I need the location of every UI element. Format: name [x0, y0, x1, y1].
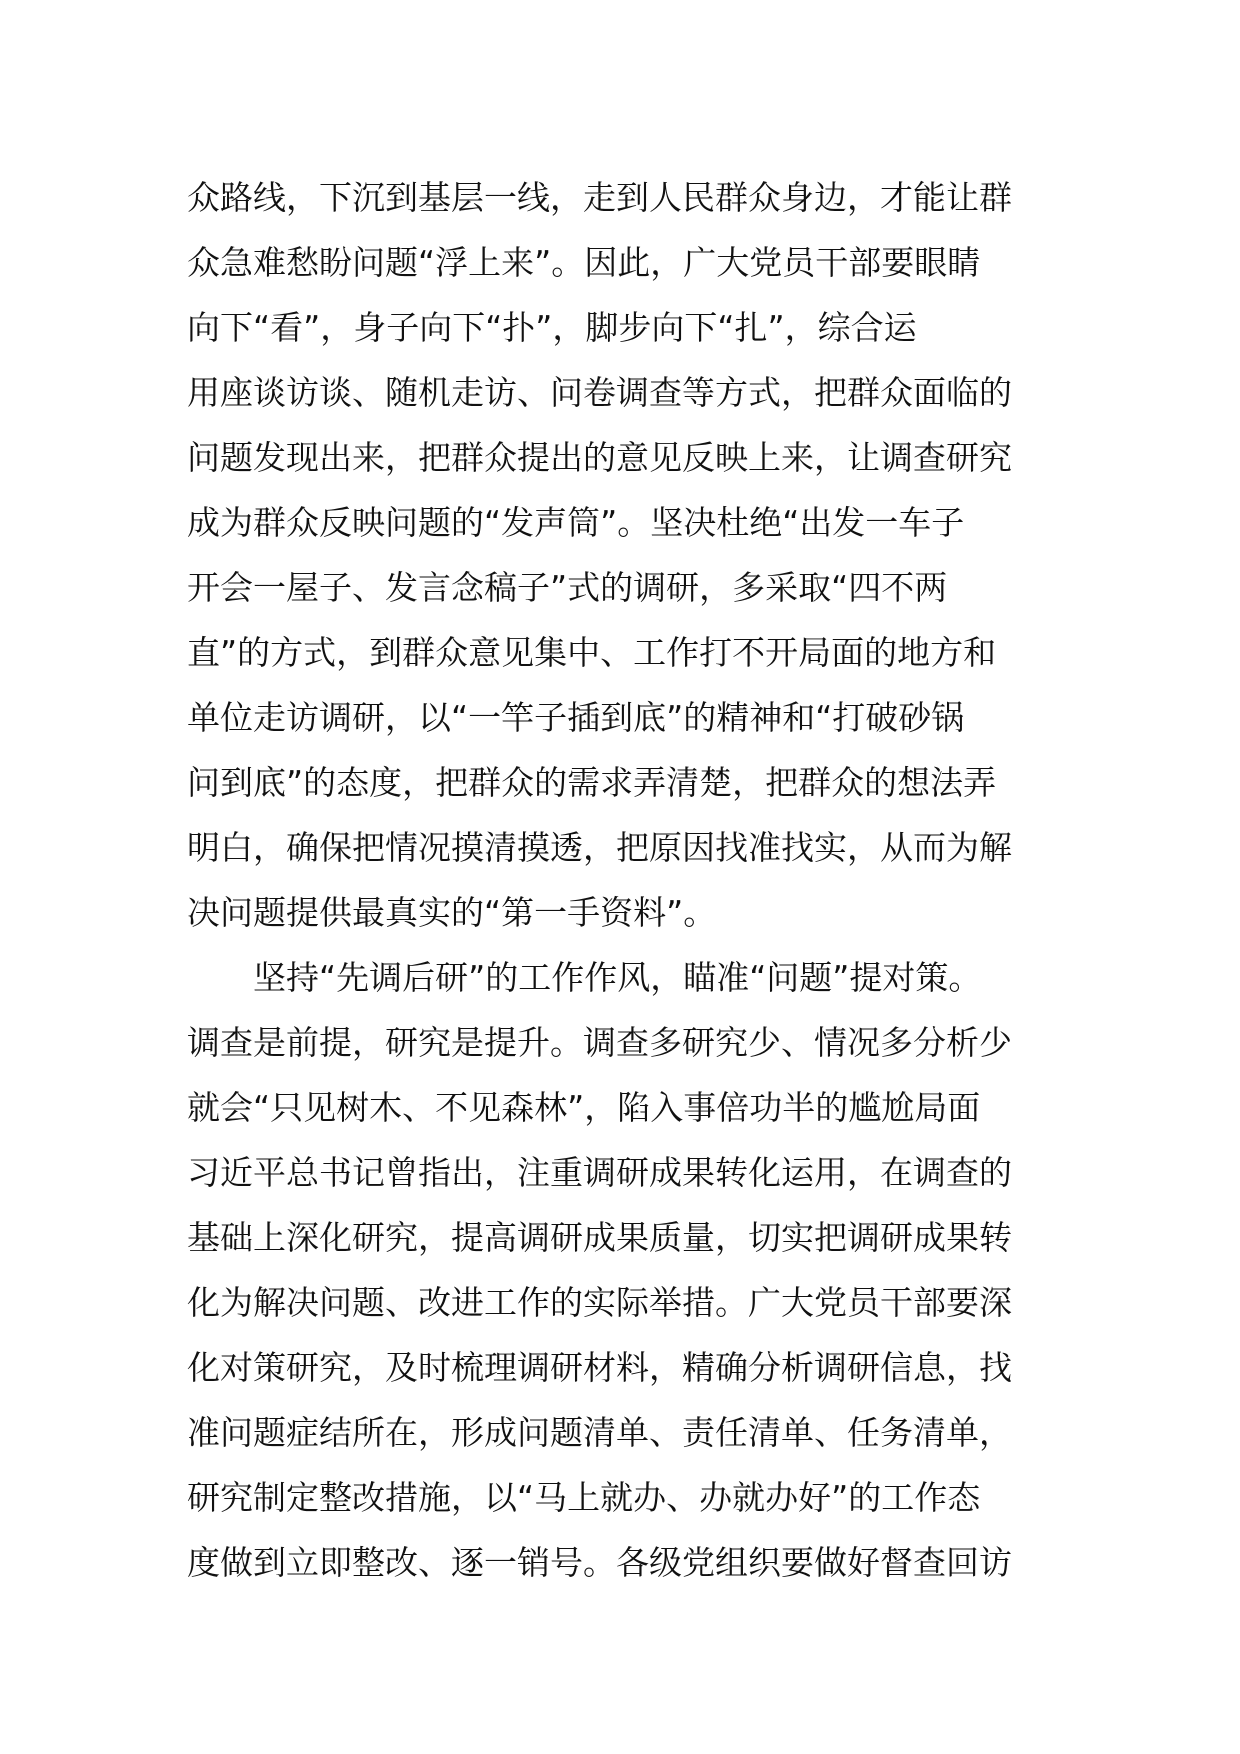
text-line: 明白，确保把情况摸清摸透，把原因找准找实，从而为解 — [187, 828, 1012, 867]
text-line: 化为解决问题、改进工作的实际举措。广大党员干部要深 — [187, 1283, 1012, 1322]
text-line: 众急难愁盼问题“浮上来”。因此，广大党员干部要眼睛 — [187, 243, 981, 282]
text-line: 问到底”的态度，把群众的需求弄清楚，把群众的想法弄 — [187, 763, 997, 802]
text-line: 度做到立即整改、逐一销号。各级党组织要做好督查回访 — [187, 1543, 1012, 1582]
body-text — [187, 165, 1067, 1595]
text-line: 众路线，下沉到基层一线，走到人民群众身边，才能让群 — [187, 178, 1012, 217]
text-line: 成为群众反映问题的“发声筒”。坚决杜绝“出发一车子 — [187, 503, 965, 542]
text-line: 问题发现出来，把群众提出的意见反映上来，让调查研究 — [187, 438, 1012, 477]
text-line: 准问题症结所在，形成问题清单、责任清单、任务清单， — [187, 1413, 1012, 1452]
text-line: 直”的方式，到群众意见集中、工作打不开局面的地方和 — [187, 633, 997, 672]
text-line: 用座谈访谈、随机走访、问卷调查等方式，把群众面临的 — [187, 373, 1012, 412]
paragraph-start-line: 坚持“先调后研”的工作作风，瞄准“问题”提对策。 — [187, 958, 982, 997]
text-line: 开会一屋子、发言念稿子”式的调研，多采取“四不两 — [187, 568, 948, 607]
text-line: 决问题提供最真实的“第一手资料”。 — [187, 893, 717, 932]
text-line: 基础上深化研究，提高调研成果质量，切实把调研成果转 — [187, 1218, 1012, 1257]
text-line: 调查是前提，研究是提升。调查多研究少、情况多分析少 — [187, 1023, 1012, 1062]
text-line: 化对策研究，及时梳理调研材料，精确分析调研信息，找 — [187, 1348, 1012, 1387]
text-line: 单位走访调研，以“一竿子插到底”的精神和“打破砂锅 — [187, 698, 965, 737]
text-line: 习近平总书记曾指出，注重调研成果转化运用，在调查的 — [187, 1153, 1012, 1192]
text-line: 向下“看”，身子向下“扑”，脚步向下“扎”，综合运 — [187, 308, 917, 347]
text-line: 就会“只见树木、不见森林”，陷入事倍功半的尴尬局面 — [187, 1088, 981, 1127]
text-line: 研究制定整改措施，以“马上就办、办就办好”的工作态 — [187, 1478, 981, 1517]
